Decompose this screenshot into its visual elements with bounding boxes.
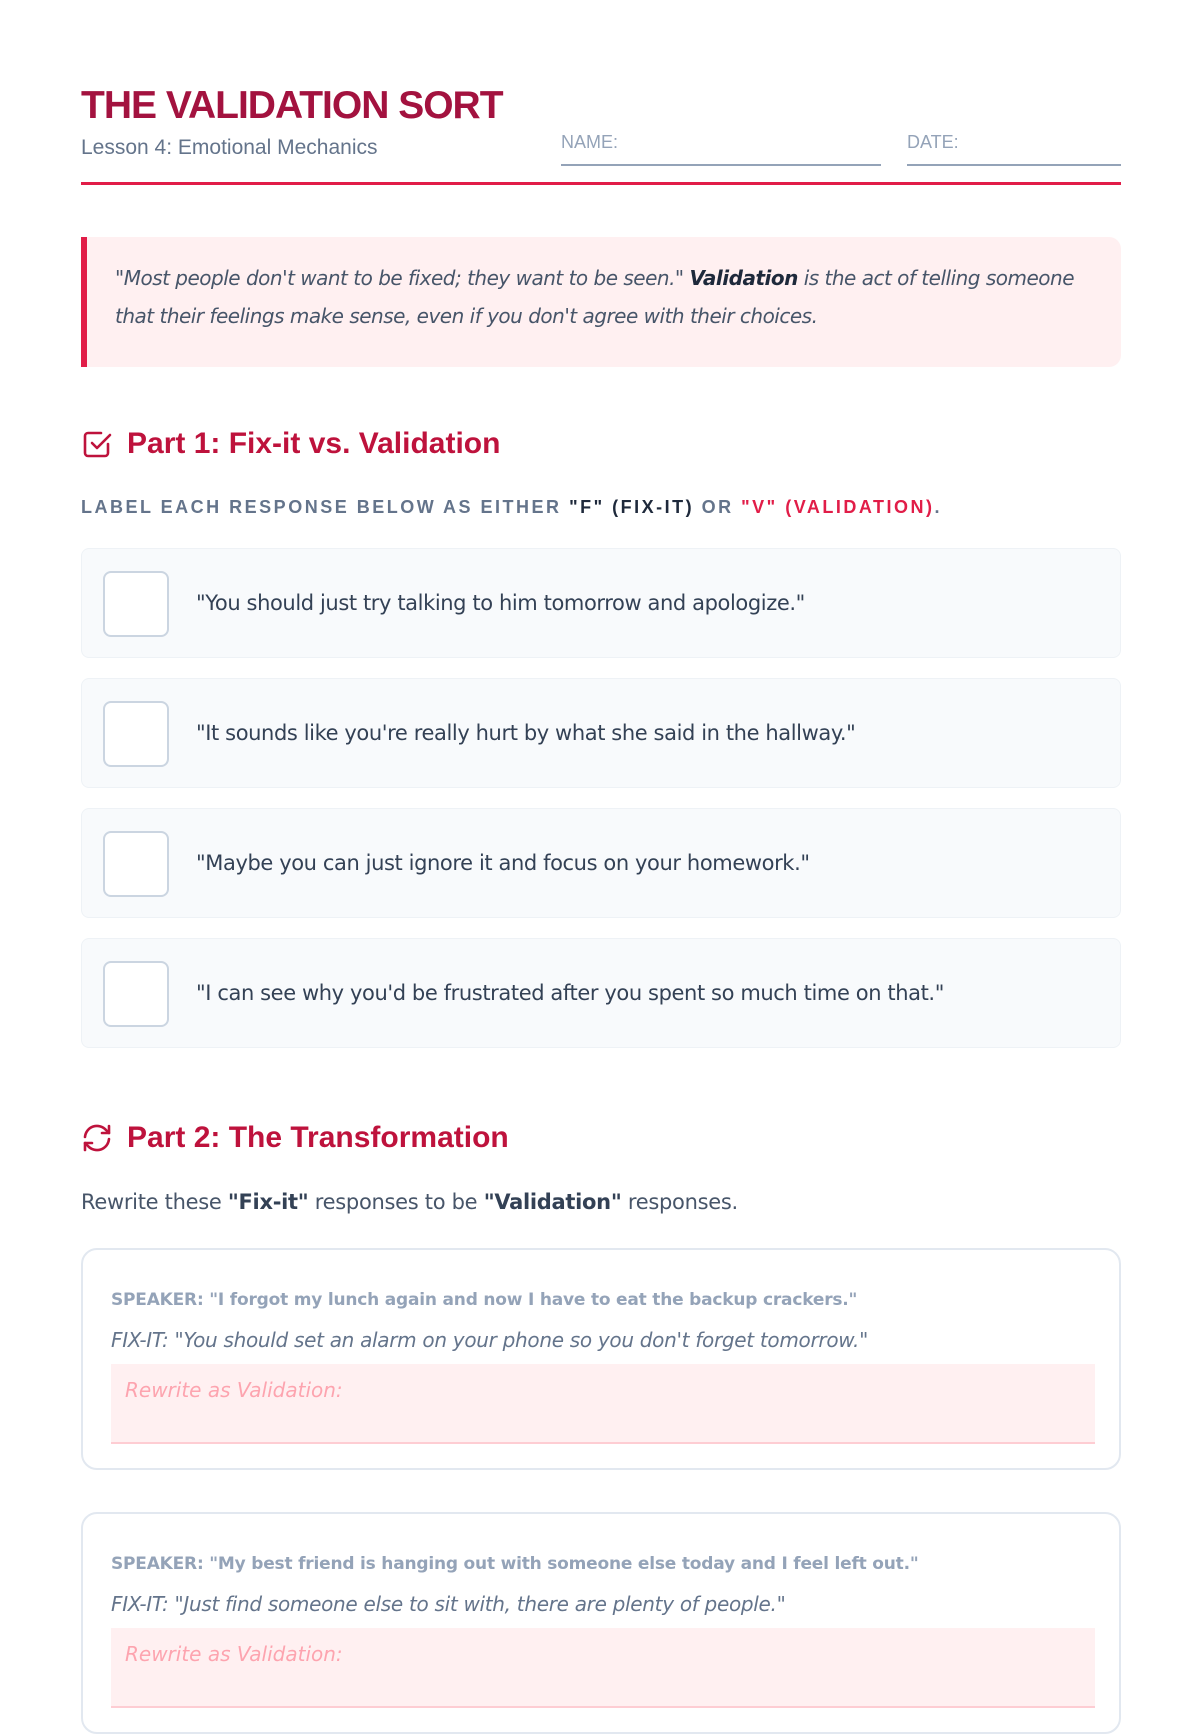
intro-c: responses to be [314, 1190, 478, 1214]
callout-term: Validation [689, 266, 798, 290]
answer-box[interactable] [103, 571, 169, 637]
fixit-line: FIX-IT: "You should set an alarm on your phone so you don't forget tomorrow." [111, 1328, 868, 1352]
speaker-line: SPEAKER: "I forgot my lunch again and now I have to eat the backup crackers." [111, 1290, 858, 1310]
lesson-subtitle: Lesson 4: Emotional Mechanics [81, 136, 378, 159]
name-field[interactable] [561, 132, 881, 166]
part1-instruction [81, 497, 942, 518]
date-field[interactable] [907, 132, 1121, 166]
callout-definition: is the act of telling someone that their feelings make sense, even if you don't agree with their choices. [115, 266, 1075, 328]
part2-instruction [81, 1190, 738, 1214]
name-label: NAME: [561, 132, 619, 152]
checkbox-icon [81, 428, 113, 460]
date-label: DATE: [907, 132, 959, 152]
intro-a: Rewrite these [81, 1190, 222, 1214]
fixit-line: FIX-IT: "Just find someone else to sit with, there are plenty of people." [111, 1592, 786, 1616]
intro-e: responses. [627, 1190, 738, 1214]
response-row [81, 938, 1121, 1048]
callout-text [115, 259, 1091, 335]
page-title: THE VALIDATION SORT [81, 84, 503, 127]
response-text: "It sounds like you're really hurt by what she said in the hallway." [196, 721, 856, 745]
instruction-or: OR [701, 497, 734, 517]
response-text: "You should just try talking to him tomorrow and apologize." [196, 591, 805, 615]
header-divider [81, 182, 1121, 185]
response-row [81, 678, 1121, 788]
transformation-card [81, 1512, 1121, 1734]
intro-fixit: "Fix-it" [227, 1190, 309, 1214]
part1-title: Part 1: Fix-it vs. Validation [127, 427, 501, 460]
rewrite-input[interactable] [111, 1364, 1095, 1444]
part2-heading [81, 1118, 509, 1158]
definition-callout [81, 237, 1121, 367]
callout-quote: "Most people don't want to be fixed; they want to be seen." [115, 266, 684, 290]
part1-heading [81, 424, 500, 464]
instruction-validation: "V" (VALIDATION) [741, 497, 935, 517]
part2-title: Part 2: The Transformation [127, 1121, 509, 1154]
refresh-icon [81, 1122, 113, 1154]
instruction-fixit: "F" (FIX-IT) [569, 497, 695, 517]
answer-box[interactable] [103, 831, 169, 897]
intro-validation: "Validation" [483, 1190, 622, 1214]
response-text: "Maybe you can just ignore it and focus on your homework." [196, 851, 810, 875]
response-row [81, 548, 1121, 658]
instruction-period: . [934, 497, 943, 517]
response-row [81, 808, 1121, 918]
rewrite-input[interactable] [111, 1628, 1095, 1708]
instruction-lead: LABEL EACH RESPONSE BELOW AS EITHER [81, 497, 562, 517]
answer-box[interactable] [103, 701, 169, 767]
response-text: "I can see why you'd be frustrated after you spent so much time on that." [196, 981, 944, 1005]
worksheet-header [81, 84, 1121, 184]
speaker-line: SPEAKER: "My best friend is hanging out with someone else today and I feel left out." [111, 1554, 919, 1574]
transformation-card [81, 1248, 1121, 1470]
answer-box[interactable] [103, 961, 169, 1027]
